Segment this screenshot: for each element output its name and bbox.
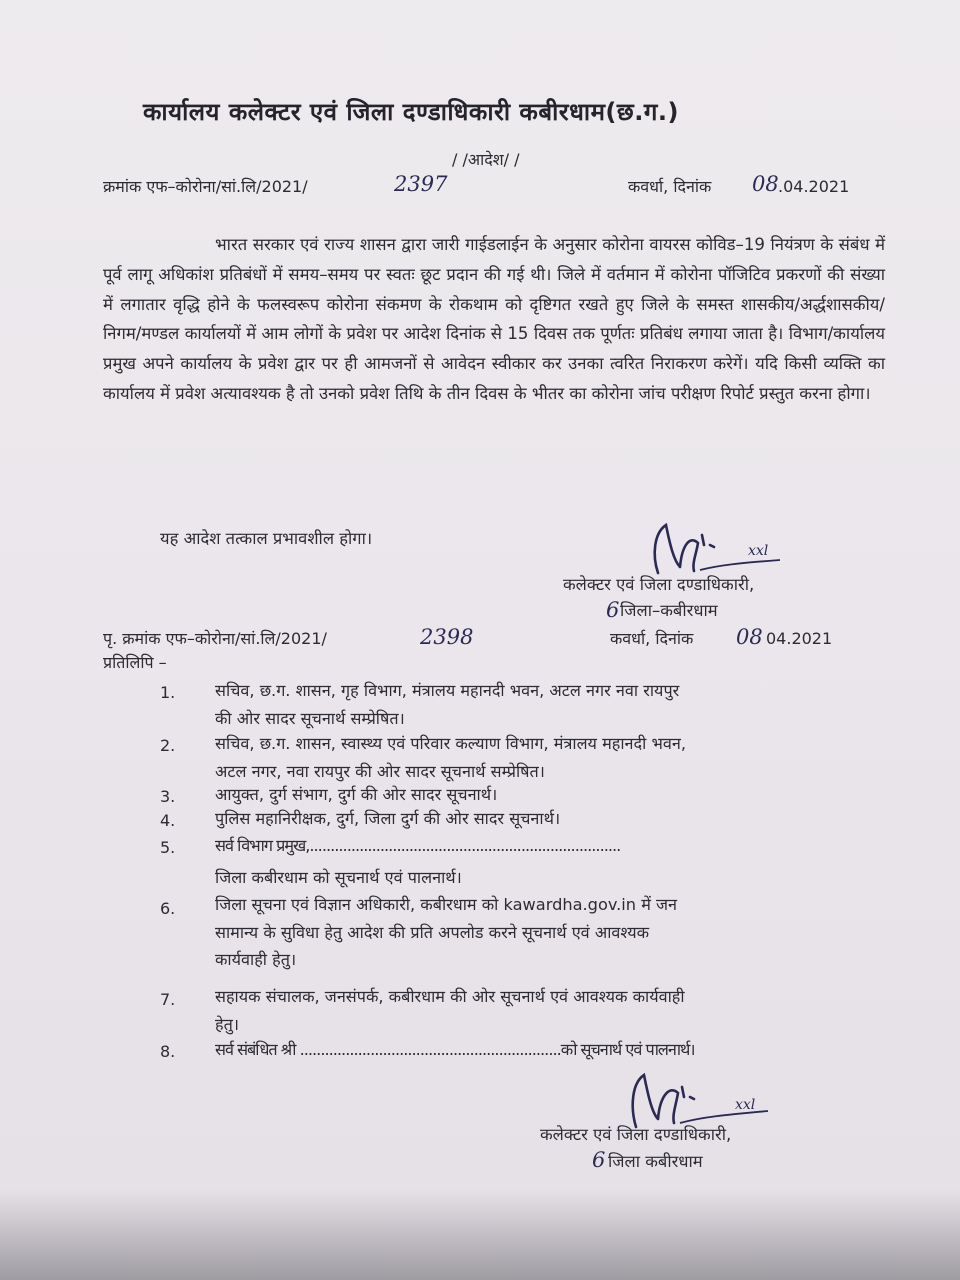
list-item: सर्व संबंधित श्री ...............................................................को सूचनार्थ एवं पालनार्थ। (215, 1040, 695, 1059)
list-item-number: 6. (160, 899, 176, 918)
list-item-number: 4. (160, 811, 176, 830)
list-item: सर्व विभाग प्रमुख,........................................................................... जिला कबीरधाम को सूचनार्थ एवं पालनार्थ। (215, 836, 621, 887)
list-item: जिला सूचना एवं विज्ञान अधिकारी, कबीरधाम को kawardha.gov.in में जन सामान्य के सुविधा हेतु आदेश की प्रति अपलोड करने सूचनार्थ एवं आवश्यक कार्यवाही हेतु। (215, 895, 678, 969)
list-item: सहायक संचालक, जनसंपर्क, कबीरधाम की ओर सूचनार्थ एवं आवश्यक कार्यवाही हेतु। (215, 987, 685, 1034)
office-title: कार्यालय कलेक्टर एवं जिला दण्डाधिकारी कबीरधाम(छ.ग.) (143, 98, 679, 126)
list-item-number: 2. (160, 736, 176, 755)
signature-1-mark: 6 (606, 598, 620, 622)
signature-2-mark: 6 (592, 1148, 606, 1172)
list-item-number: 8. (160, 1042, 176, 1061)
svg-text:xxl: xxl (748, 543, 769, 559)
photo-shadow (0, 1190, 960, 1280)
order-date-handwritten: 08 (752, 172, 779, 196)
signature-1-district: जिला–कबीरधाम (620, 601, 718, 620)
order-date-suffix: .04.2021 (778, 177, 850, 196)
list-item-number: 5. (160, 838, 176, 857)
list-item-number: 3. (160, 787, 176, 806)
order-label: / /आदेश/ / (452, 150, 520, 169)
order-body: भारत सरकार एवं राज्य शासन द्वारा जारी गाईडलाईन के अनुसार कोरोना वायरस कोविड–19 नियंत्रण के संबंध में पूर्व लागू अधिकांश प्रतिबंधों में समय–समय पर स्वतः छूट प्रदान की गई थी। जिले में वर्तमान में कोरोना पॉजिटिव प्रकरणों की संख्या में लगातार वृद्धि होने के फलस्वरूप कोरोना संकमण के रोकथाम को दृष्टिगत रखते हुए जिले के समस्त शासकीय/अर्द्धशासकीय/निगम/मण्डल कार्यालयों में आम लोगों के प्रवेश पर आदेश दिनांक से 15 दिवस तक पूर्णतः प्रतिबंध लगाया जाता है। विभाग/कार्यालय प्रमुख अपने कार्यालय के प्रवेश द्वार पर ही आमजनों से आवेदन स्वीकार कर उनका त्वरित निराकरण करेगें। यदि किसी व्यक्ति का कार्यालय में प्रवेश अत्यावश्यक है तो उनको प्रवेश तिथि के तीन दिवस के भीतर का कोरोना जांच परीक्षण रिपोर्ट प्रस्तुत करना होगा। (103, 235, 885, 403)
list-item-number: 7. (160, 990, 176, 1009)
list-item: पुलिस महानिरीक्षक, दुर्ग, जिला दुर्ग की ओर सादर सूचनार्थ। (215, 809, 561, 828)
list-item: सचिव, छ.ग. शासन, स्वास्थ्य एवं परिवार कल्याण विभाग, मंत्रालय महानदी भवन, अटल नगर, नवा रायपुर की ओर सादर सूचनार्थ सम्प्रेषित। (215, 734, 686, 781)
copy-date-suffix: 04.2021 (766, 629, 833, 648)
list-item: सचिव, छ.ग. शासन, गृह विभाग, मंत्रालय महानदी भवन, अटल नगर नवा रायपुर की ओर सादर सूचनार्थ सम्प्रेषित। (215, 681, 680, 728)
signature-2-designation: कलेक्टर एवं जिला दण्डाधिकारी, (540, 1125, 732, 1144)
copy-number: पृ. क्रमांक एफ–कोरोना/सां.लि/2021/ (103, 629, 327, 648)
order-number-handwritten: 2397 (394, 172, 448, 196)
order-effective-line: यह आदेश तत्काल प्रभावशील होगा। (160, 529, 373, 548)
copy-place-date: कवर्धा, दिनांक (610, 629, 694, 648)
copy-label: प्रतिलिपि – (103, 653, 167, 672)
svg-text:xxl: xxl (735, 1097, 756, 1113)
copy-date-handwritten: 08 (736, 625, 763, 649)
list-item: आयुक्त, दुर्ग संभाग, दुर्ग की ओर सादर सूचनार्थ। (215, 785, 498, 804)
order-number: क्रमांक एफ–कोरोना/सां.लि/2021/ (103, 177, 308, 196)
signature-1-designation: कलेक्टर एवं जिला दण्डाधिकारी, (563, 575, 755, 594)
list-item-number: 1. (160, 683, 176, 702)
copy-number-handwritten: 2398 (420, 625, 474, 649)
order-place-date: कवर्धा, दिनांक (628, 177, 712, 196)
signature-2-district: जिला कबीरधाम (608, 1152, 703, 1171)
